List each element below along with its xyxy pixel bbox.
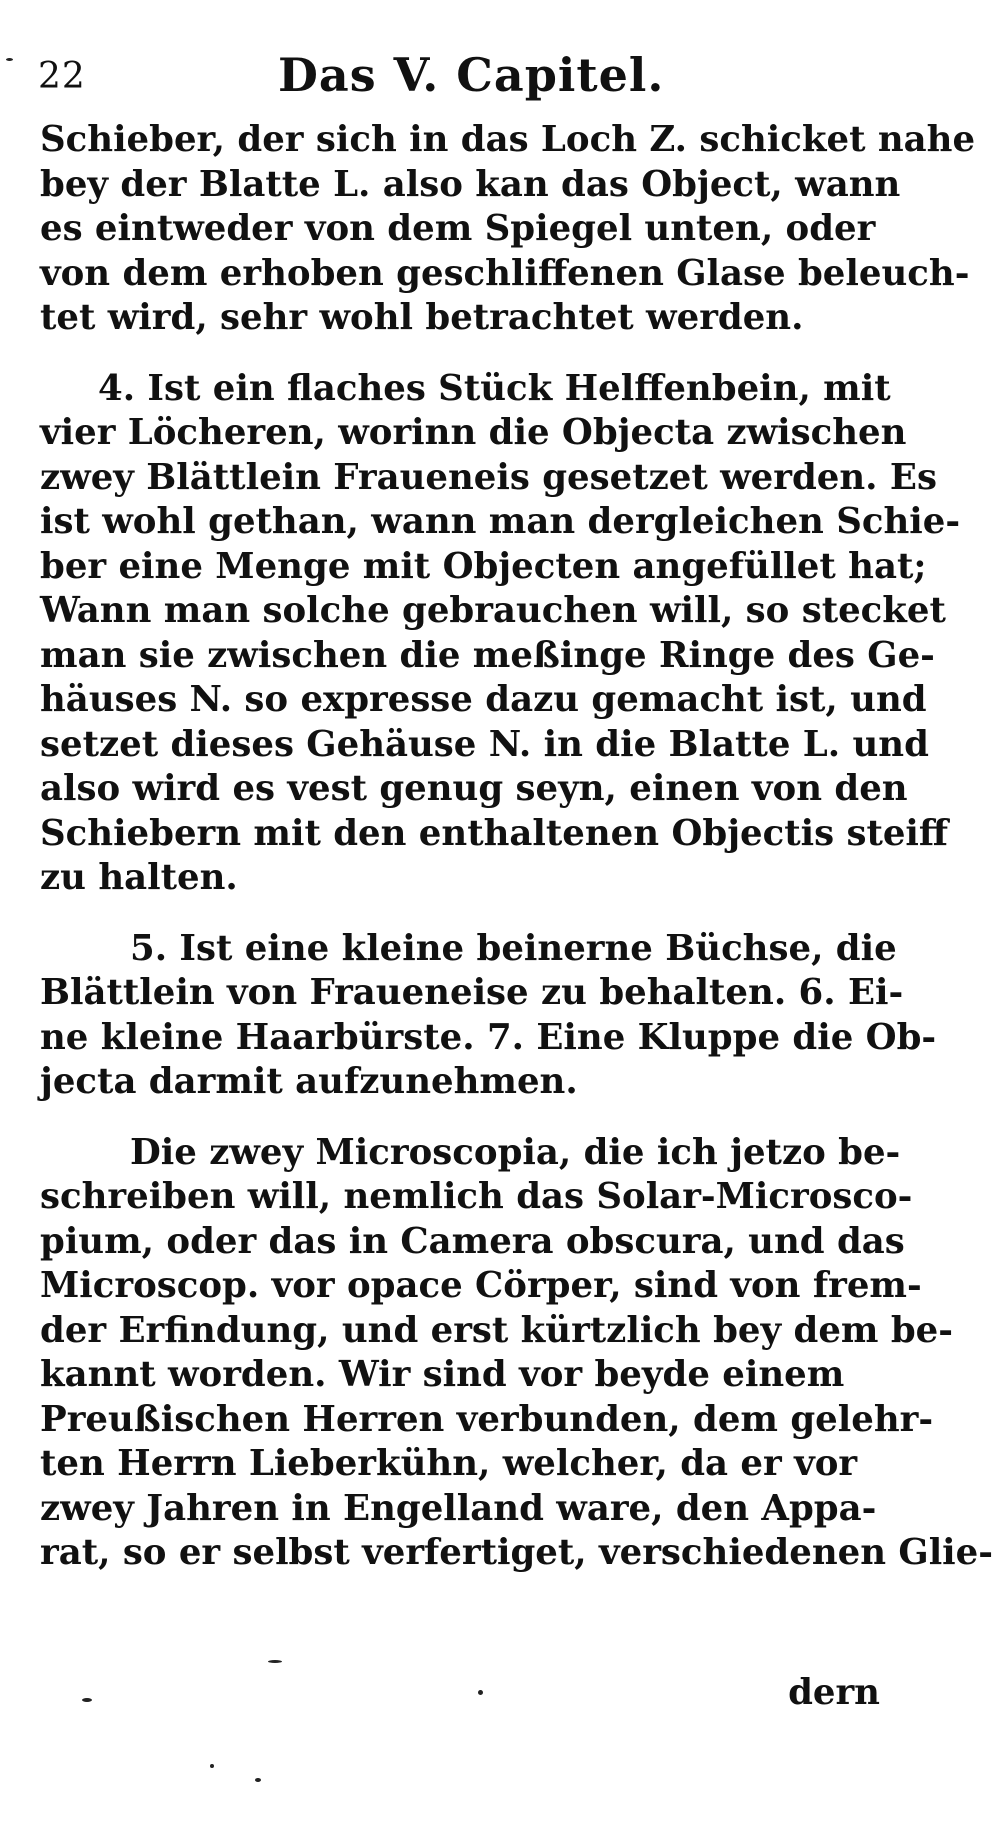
text-line: 4. Ist ein flaches Stück Helffenbein, mit — [98, 367, 891, 409]
scan-speck — [478, 1690, 483, 1695]
text-line: Preußischen Herren verbunden, dem gelehr- — [40, 1398, 934, 1440]
text-line: häuses N. so expresse dazu gemacht ist, und — [40, 679, 927, 720]
body-text — [40, 118, 993, 1576]
scan-speck — [6, 58, 13, 61]
text-line: zwey Jahren in Engelland ware, den Appa- — [40, 1487, 877, 1529]
page-number: 22 — [38, 56, 86, 97]
scan-speck — [210, 1764, 214, 1768]
text-line: ist wohl gethan, wann man dergleichen Schie- — [40, 501, 961, 542]
text-line: also wird es vest genug seyn, einen von den — [40, 768, 908, 809]
paragraph-item-5 — [40, 927, 937, 1105]
text-line: zwey Blättlein Fraueneis gesetzet werden. Es — [40, 456, 937, 498]
text-line: vier Löcheren, worinn die Objecta zwischen — [40, 412, 907, 453]
text-line: ber eine Menge mit Objecten angefüllet hat; — [40, 545, 927, 587]
text-line: pium, oder das in Camera obscura, und das — [40, 1220, 905, 1262]
text-line: zu halten. — [40, 857, 238, 898]
text-line: tet wird, sehr wohl betrachtet werden. — [40, 297, 804, 338]
text-line: setzet dieses Gehäuse N. in die Blatte L. und — [40, 723, 929, 765]
text-line: jecta darmit aufzunehmen. — [40, 1061, 578, 1102]
text-line: bey der Blatte L. also kan das Object, wann — [40, 163, 901, 205]
scan-speck — [255, 1778, 261, 1782]
paragraph-item-4 — [40, 367, 961, 901]
text-line: ne kleine Haarbürste. 7. Eine Kluppe die Ob- — [40, 1016, 937, 1058]
paragraph-continuation — [40, 118, 976, 341]
catchword: dern — [788, 1672, 880, 1713]
scan-speck — [82, 1698, 92, 1702]
text-line: Schieber, der sich in das Loch Z. schicket nahe — [40, 119, 976, 160]
text-line: rat, so er selbst verfertiget, verschiedenen Glie- — [40, 1532, 993, 1573]
text-line: Die zwey Microscopia, die ich jetzo be- — [130, 1131, 901, 1173]
text-line: Schiebern mit den enthaltenen Objectis steiff — [40, 812, 949, 854]
page-header — [38, 48, 878, 108]
scan-speck — [268, 1660, 282, 1663]
text-line: Microscop. vor opace Cörper, sind von frem- — [40, 1265, 922, 1306]
paragraph-microscopes — [40, 1131, 993, 1576]
text-line: man sie zwischen die meßinge Ringe des Ge- — [40, 634, 935, 676]
text-line: kannt worden. Wir sind vor beyde einem — [40, 1354, 845, 1395]
text-line: der Erfindung, und erst kürtzlich bey dem be- — [40, 1309, 953, 1351]
text-line: Wann man solche gebrauchen will, so stecket — [40, 590, 946, 631]
text-line: Blättlein von Fraueneise zu behalten. 6. Ei- — [40, 972, 904, 1013]
text-line: schreiben will, nemlich das Solar-Microsco- — [40, 1176, 913, 1217]
text-line: es eintweder von dem Spiegel unten, oder — [40, 208, 876, 249]
text-line: von dem erhoben geschliffenen Glase beleuch- — [40, 252, 970, 294]
text-line: ten Herrn Lieberkühn, welcher, da er vor — [40, 1443, 858, 1484]
text-line: 5. Ist eine kleine beinerne Büchse, die — [130, 927, 897, 969]
running-head: Das V. Capitel. — [278, 48, 665, 102]
